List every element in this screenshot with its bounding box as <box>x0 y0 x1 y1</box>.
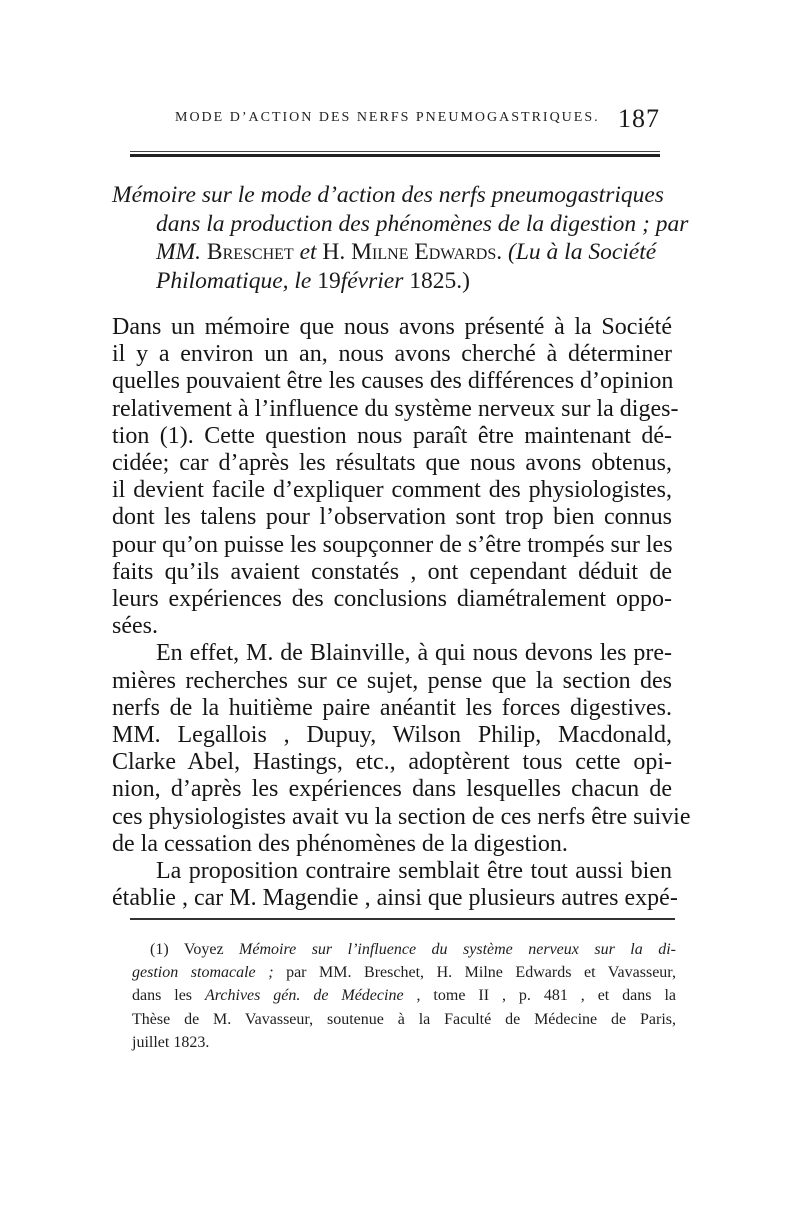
title-mm: MM. <box>156 239 202 265</box>
body-line: nion, d’après les expériences dans lesquelles chacun de <box>112 776 672 803</box>
body-line: nerfs de la huitième paire anéantit les forces digestives. <box>112 694 672 721</box>
article-title <box>112 181 689 295</box>
title-line-1: Mémoire sur le mode d’action des nerfs pneumogastriques <box>112 182 664 208</box>
footnote-line-2 <box>132 961 676 984</box>
footnote-marker: (1) <box>150 941 169 958</box>
footnote <box>132 938 676 1054</box>
title-year: 1825.) <box>409 267 470 294</box>
footnote-line-5: juillet 1823. <box>132 1033 210 1051</box>
footnote-work-title: Mémoire sur l’influence du système nerveux sur la di- <box>239 941 677 958</box>
title-line-4 <box>112 267 672 296</box>
author-milne-edwards: H. Milne Edwards. <box>322 239 503 265</box>
body-line: sées. <box>112 613 158 640</box>
body-line: pour qu’on puisse les soupçonner de s’être trompés sur les <box>112 531 673 558</box>
body-line: faits qu’ils avaient constatés , ont cependant déduit de <box>112 558 672 585</box>
footnote-rule <box>130 918 675 920</box>
body-line: cidée; car d’après les résultats que nous avons obtenus, <box>112 450 672 477</box>
footnote-voyez: Voyez <box>183 941 224 958</box>
title-philomatique: Philomatique, le <box>156 267 312 294</box>
footnote-journal: Archives gén. de Médecine <box>204 987 404 1005</box>
body-line: de la cessation des phénomènes de la digestion. <box>112 830 568 857</box>
body-text <box>112 314 691 912</box>
body-line: ces physiologistes avait vu la section de ces nerfs être suivie <box>112 803 691 830</box>
body-line: Dans un mémoire que nous avons présenté à la Société <box>112 314 672 340</box>
body-line: MM. Legallois , Dupuy, Wilson Philip, Macdonald, <box>112 722 672 749</box>
title-et: et <box>299 239 317 265</box>
body-line: il devient facile d’expliquer comment des physiologistes, <box>112 477 672 504</box>
footnote-work-title-cont: gestion stomacale ; <box>132 964 274 982</box>
title-day: 19 <box>317 267 341 294</box>
footnote-line-1 <box>132 938 676 961</box>
footnote-line-3 <box>132 984 676 1007</box>
body-line: Clarke Abel, Hastings, etc., adoptèrent tous cette opi- <box>112 749 672 776</box>
body-line: En effet, M. de Blainville, à qui nous devons les pre- <box>156 640 672 667</box>
header-rule-thick <box>130 154 660 157</box>
header-rule-thin <box>130 151 660 152</box>
body-line: établie , car M. Magendie , ainsi que plusieurs autres expé- <box>112 885 678 912</box>
body-line: tion (1). Cette question nous paraît être maintenant dé- <box>112 422 672 449</box>
footnote-dans-les: dans les <box>132 987 193 1005</box>
running-title: MODE D’ACTION DES NERFS PNEUMOGASTRIQUES. <box>175 110 600 125</box>
footnote-volume: , tome II , p. 481 , et dans la <box>416 987 676 1005</box>
title-line-2: dans la production des phénomènes de la digestion ; par <box>156 210 689 237</box>
body-line: quelles pouvaient être les causes des différences d’opinion <box>112 368 674 395</box>
page-number: 187 <box>618 104 660 133</box>
footnote-line-4: Thèse de M. Vavasseur, soutenue à la Faculté de Médecine de Paris, <box>132 1010 676 1028</box>
running-head <box>150 104 670 138</box>
body-line: La proposition contraire semblait être tout aussi bien <box>156 858 672 885</box>
body-line: il y a environ un an, nous avons cherché à déterminer <box>112 341 672 368</box>
body-line: mières recherches sur ce sujet, pense que la section des <box>112 667 672 694</box>
title-paren: (Lu à la Société <box>508 239 657 265</box>
body-line: leurs expériences des conclusions diamétralement oppo- <box>112 586 672 613</box>
author-breschet: Breschet <box>206 239 294 265</box>
body-line: relativement à l’influence du système nerveux sur la diges- <box>112 395 679 422</box>
footnote-authors: par MM. Breschet, H. Milne Edwards et Vavasseur, <box>286 964 676 982</box>
title-line-3 <box>112 238 672 267</box>
title-month: février <box>340 267 404 294</box>
body-line: dont les talens pour l’observation sont trop bien connus <box>112 504 672 531</box>
